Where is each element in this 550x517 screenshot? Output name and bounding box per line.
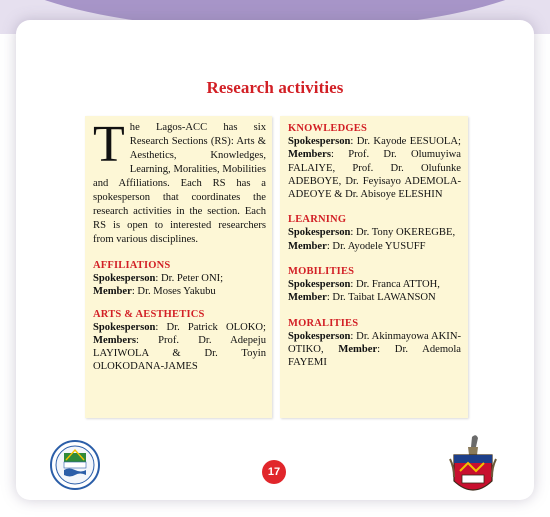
- member-label: Members: [288, 149, 331, 161]
- member-value: : Dr. Taibat LAWANSON: [326, 292, 436, 304]
- section-heading: MORALITIES: [288, 317, 359, 329]
- member-label: Member: [338, 343, 378, 355]
- spokesperson-value: : Dr. Franca ATTOH,: [350, 279, 440, 291]
- spokesperson-value: : Dr. Akinmayowa AKIN-OTIKO,: [288, 330, 461, 355]
- spokesperson-label: Spokesperson: [93, 273, 156, 284]
- section-heading: AFFILIATIONS: [93, 260, 171, 271]
- member-value: : Dr. Ayodele YUSUFF: [326, 240, 426, 252]
- section-heading: LEARNING: [288, 214, 347, 226]
- spokesperson-value: : Dr. Patrick OLOKO;: [155, 321, 266, 333]
- spokesperson-value: : Dr. Kayode EESUOLA;: [350, 136, 461, 147]
- spokesperson-label: Spokesperson: [288, 227, 351, 239]
- spokesperson-label: Spokesperson: [288, 136, 351, 147]
- right-column: [280, 116, 468, 418]
- member-label: Member: [93, 286, 132, 298]
- university-of-lagos-logo-icon: [50, 440, 100, 490]
- section-arts-aesthetics: [93, 308, 266, 374]
- spokesperson-value: : Dr. Tony OKEREGBE,: [350, 227, 456, 239]
- page-number-badge: 17: [262, 460, 286, 484]
- member-value: : Prof. Dr. Adepeju LAYIWOLA & Dr. Toyin OLOKODANA-JAMES: [93, 334, 266, 373]
- page-title: Research activities: [206, 78, 344, 97]
- section-heading: MOBILITIES: [288, 266, 355, 278]
- member-value: : Dr. Moses Yakubu: [131, 286, 216, 298]
- spokesperson-value: : Dr. Peter ONI;: [155, 273, 224, 284]
- member-value: : Dr. Ademola FAYEMI: [288, 343, 461, 369]
- section-learning: [288, 213, 461, 253]
- section-body: [288, 226, 461, 253]
- spokesperson-label: Spokesperson: [288, 279, 351, 291]
- university-of-bayreuth-crest-icon: [448, 433, 498, 501]
- section-body: [288, 278, 461, 305]
- section-knowledges: [288, 122, 461, 201]
- section-mobilities: [288, 265, 461, 305]
- member-value: : Prof. Dr. Olumuyiwa FALAIYE, Prof. Dr. Olufunke ADEBOYE, Dr. Feyisayo ADEMOLA-ADEOYE & Dr. Abisoye ELESHIN: [288, 149, 461, 201]
- section-moralities: [288, 317, 461, 370]
- section-body: [288, 330, 461, 370]
- left-column: [85, 116, 272, 418]
- section-body: [93, 272, 266, 299]
- member-label: Member: [288, 240, 327, 252]
- section-heading: KNOWLEDGES: [288, 123, 368, 134]
- section-body: [93, 321, 266, 374]
- intro-paragraph: [93, 116, 266, 247]
- intro-text: he Lagos-ACC has six Research Sections (RS): Arts & Aesthetics, Knowledges, Learning, Moralities, Mobilities and Affiliations. Each RS has a spokesperson that coordinates the research activities in the section. Each RS is open to interested researchers from various disciplines.: [93, 122, 266, 245]
- section-affiliations: [93, 259, 266, 299]
- section-heading: ARTS & AESTHETICS: [93, 308, 205, 320]
- intro-dropcap: T: [93, 116, 125, 173]
- spokesperson-label: Spokesperson: [288, 330, 351, 342]
- member-label: Member: [288, 292, 327, 304]
- section-body: [288, 135, 461, 201]
- member-label: Members: [93, 334, 136, 346]
- spokesperson-label: Spokesperson: [93, 321, 156, 333]
